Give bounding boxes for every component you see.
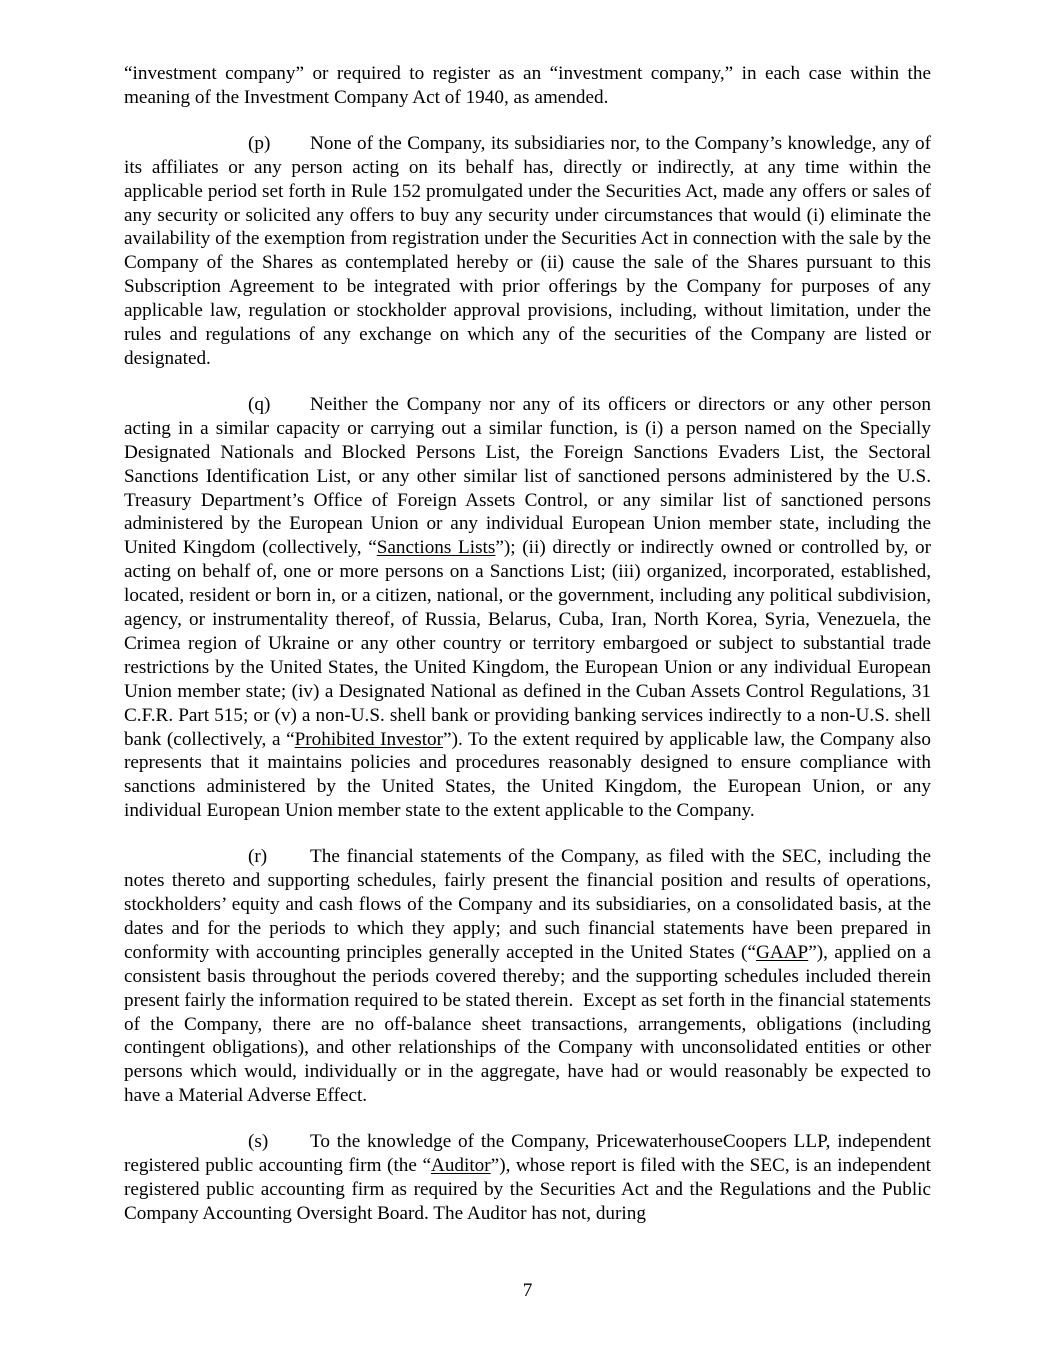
defined-term-prohibited-investor: Prohibited Investor	[294, 728, 444, 750]
section-r-text-2: ”), applied on a consistent basis throughout the periods covered thereby; and the supporting schedules included therein present fairly the information required to be stated therein. Except as set forth in the financial statements of the Company, there are no off-balance sheet transactions, arrangements, obligations (including contingent obligations), and other relationships of the Company with unconsolidated entities or other persons which would, individually or in the aggregate, have had or would reasonably be expected to have a Material Adverse Effect.	[124, 941, 931, 1107]
page-number: 7	[522, 1280, 533, 1301]
section-p-marker: (p)	[248, 132, 271, 154]
section-q-text-1: Neither the Company nor any of its officers or directors or any other person acting in a similar capacity or carrying out a similar function, is (i) a person named on the Specially Designated Nationals and Blocked Persons List, the Foreign Sanctions Evaders List, the Sectoral Sanctions Identification List, or any other similar list of sanctioned persons administered by the U.S. Treasury Department’s Office of Foreign Assets Control, or any similar list of sanctioned persons administered by the European Union or any individual European Union member state, including the United Kingdom (collectively, “	[124, 393, 931, 559]
section-r-marker: (r)	[248, 846, 268, 868]
section-r-paragraph	[124, 845, 931, 1108]
section-q-text-3: ”). To the extent required by applicable law, the Company also represents that it maintains policies and procedures reasonably designed to ensure compliance with sanctions administered by the United States, the United Kingdom, the European Union, or any individual European Union member state to the extent applicable to the Company.	[124, 728, 931, 822]
defined-term-sanctions-lists: Sanctions Lists	[376, 537, 496, 559]
defined-term-auditor: Auditor	[430, 1155, 491, 1177]
intro-paragraph: “investment company” or required to register as an “investment company,” in each case within the meaning of the Investment Company Act of 1940, as amended.	[124, 63, 931, 108]
section-q-text-2: ”); (ii) directly or indirectly owned or controlled by, or acting on behalf of, one or more persons on a Sanctions List; (iii) organized, incorporated, established, located, resident or born in, or a citizen, national, or the government, including any political subdivision, agency, or instrumentality thereof, of Russia, Belarus, Cuba, Iran, North Korea, Syria, Venezuela, the Crimea region of Ukraine or any other country or territory embargoed or subject to substantial trade restrictions by the United States, the United Kingdom, the European Union or any individual European Union member state; (iv) a Designated National as defined in the Cuban Assets Control Regulations, 31 C.F.R. Part 515; or (v) a non-U.S. shell bank or providing banking services indirectly to a non-U.S. shell bank (collectively, a “	[124, 537, 931, 750]
section-s-text-2: ”), whose report is filed with the SEC, is an independent registered public accounting firm as required by the Securities Act and the Regulations and the Public Company Accounting Oversight Board. The Auditor has not, during	[124, 1155, 931, 1224]
section-s-marker: (s)	[248, 1131, 269, 1153]
document-page	[124, 62, 931, 1226]
section-r-text-1: The financial statements of the Company, as filed with the SEC, including the notes thereto and supporting schedules, fairly present the financial position and results of operations, stockholders’ equity and cash flows of the Company and its subsidiaries, on a consolidated basis, at the dates and for the periods to which they apply; and such financial statements have been prepared in conformity with accounting principles generally accepted in the United States (“	[124, 846, 931, 963]
section-q-marker: (q)	[248, 393, 271, 415]
section-p-text: None of the Company, its subsidiaries nor, to the Company’s knowledge, any of its affiliates or any person acting on its behalf has, directly or indirectly, at any time within the applicable period set forth in Rule 152 promulgated under the Securities Act, made any offers or sales of any security or solicited any offers to buy any security under circumstances that would (i) eliminate the availability of the exemption from registration under the Securities Act in connection with the sale by the Company of the Shares as contemplated hereby or (ii) cause the sale of the Shares pursuant to this Subscription Agreement to be integrated with prior offerings by the Company for purposes of any applicable law, regulation or stockholder approval provisions, including, without limitation, under the rules and regulations of any exchange on which any of the securities of the Company are listed or designated.	[124, 132, 931, 369]
section-q-paragraph	[124, 393, 931, 823]
section-p-paragraph	[124, 132, 931, 371]
defined-term-gaap: GAAP	[755, 941, 809, 963]
section-s-text-1: To the knowledge of the Company, PricewaterhouseCoopers LLP, independent registered public accounting firm (the “	[124, 1131, 931, 1177]
section-s-paragraph	[124, 1130, 931, 1226]
